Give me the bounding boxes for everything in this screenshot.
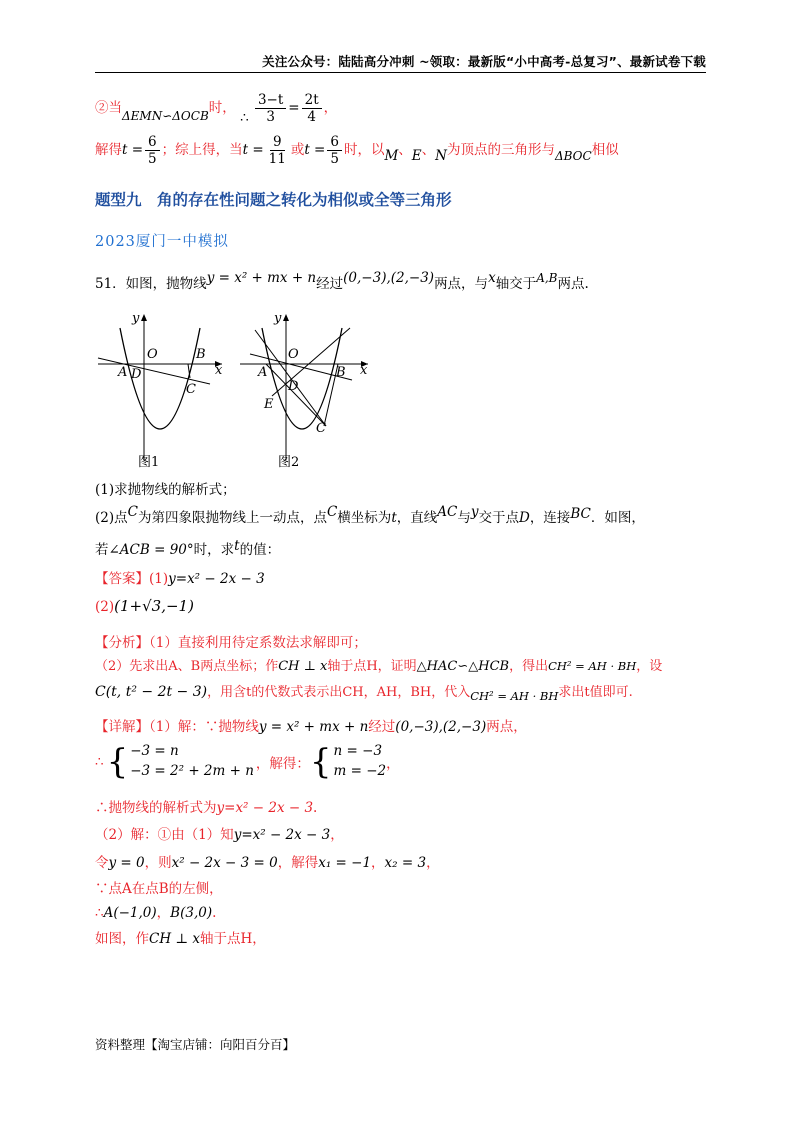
analysis-eq-1: CH² = AH · BH: [548, 659, 637, 673]
frac4-num: 9: [270, 134, 285, 151]
case2-therefore: ∴: [240, 110, 249, 127]
eq-sign: =: [288, 100, 300, 117]
two-points-text-2: 两点.: [557, 276, 589, 292]
fig1-label-O: O: [147, 347, 158, 362]
q2-h: ．如图，: [590, 510, 645, 526]
system-end: ，: [386, 755, 400, 772]
q2-BC: BC: [570, 506, 591, 522]
or-text: 或: [290, 142, 305, 159]
detail-d4-end: ，: [426, 855, 440, 871]
fig2-label-A: A: [258, 365, 268, 380]
system1-row2: −3 = 2² + 2m + n: [130, 762, 254, 779]
vertex-text: 为顶点的三角形与: [446, 142, 555, 159]
fig1-label-x: x: [215, 363, 223, 378]
detail-systems: [95, 742, 400, 781]
sep2: 、: [421, 142, 436, 159]
page-footer: 资料整理【淘宝店铺：向阳百分百】: [95, 1037, 296, 1052]
analysis-p3b: 求出t值即可.: [558, 685, 633, 700]
frac5-num: 6: [327, 134, 342, 151]
t-eq-2: t =: [242, 142, 264, 159]
fig2-label-B: B: [336, 365, 346, 380]
q2-y: y: [470, 504, 479, 520]
problem-lead: 51．如图，抛物线: [95, 276, 207, 292]
solve-lead: 解得: [95, 142, 122, 159]
points-AB: A,B: [536, 271, 558, 285]
detail-y-zero: y = 0: [108, 855, 145, 871]
fig2-line-E-to-B: [272, 328, 350, 396]
detail-quadratic: x² − 2x − 3 = 0: [171, 855, 278, 871]
q2-i: 若: [95, 542, 109, 558]
prev-solve-line: [95, 134, 619, 167]
fig2-label-C: C: [316, 421, 326, 436]
detail-d3-end: ，: [330, 827, 344, 843]
fig2-y-arrow: [283, 314, 289, 321]
detail-d7a: 如图，作: [95, 931, 149, 947]
detail-d1c: 两点，: [486, 719, 527, 735]
q2-b: 为第四象限抛物线上一动点，点: [137, 510, 327, 526]
figure-1: [98, 311, 223, 460]
therefore-1: ∴: [95, 753, 104, 770]
analysis-p2c: ，得出: [509, 659, 549, 674]
fig1-label-y: y: [132, 311, 140, 326]
frac2-den: 4: [307, 109, 316, 126]
detail-d3a: （2）解：①由（1）知: [95, 827, 234, 843]
left-brace-1: {: [106, 741, 129, 782]
point-N: N: [435, 148, 447, 165]
point-M: M: [384, 148, 399, 165]
answer-line-2: [95, 597, 194, 615]
fig1-label-D: D: [131, 367, 142, 382]
fig2-label-y: y: [274, 311, 282, 326]
time-with: 时，以: [343, 142, 385, 159]
question-1: (1)求抛物线的解析式；: [95, 482, 236, 498]
answer-label: 【答案】: [95, 571, 149, 587]
prev-case2-line: [95, 92, 337, 125]
detail-d4c: ，解得: [277, 855, 319, 871]
fig2-parabola: [262, 328, 342, 429]
q2-t: t: [391, 510, 397, 526]
system2-row1: n = −3: [333, 743, 383, 759]
analysis-label: 【分析】: [95, 635, 149, 651]
q2-C: C: [127, 504, 138, 520]
q2-AC: AC: [437, 504, 458, 520]
analysis-point-C: C(t, t² − 2t − 3): [95, 684, 208, 700]
section-title: 题型九 角的存在性问题之转化为相似或全等三角形: [95, 191, 452, 209]
q2-C2: C: [326, 504, 338, 520]
case2-comma: ，: [323, 100, 338, 117]
given-points: (0,−3),(2,−3): [343, 270, 435, 286]
case2-similar: ΔEMN∽ΔOCB: [122, 109, 209, 124]
analysis-p2d: ，设: [636, 659, 663, 674]
detail-point-B: B(3,0): [170, 905, 213, 921]
q2-angle: ∠ACB = 90°: [108, 542, 194, 558]
detail-ch-perp: CH ⊥ x: [149, 931, 200, 947]
frac4-den: 11: [268, 151, 286, 168]
analysis-ch-perp: CH ⊥ x: [278, 659, 328, 674]
header-rule: [95, 72, 706, 73]
q2-k: 的值：: [239, 542, 281, 558]
detail-d7b: 轴于点H，: [200, 931, 266, 947]
q2-e: 与: [457, 510, 471, 526]
detail-d6a: ∴: [95, 905, 104, 921]
fig2-label-E: E: [264, 397, 274, 412]
detail-line-roots: [95, 851, 440, 871]
analysis-p1: （1）直接利用待定系数法求解即可；: [149, 635, 367, 651]
fig1-label-B: B: [196, 347, 206, 362]
analysis-p2b: 轴于点H，证明: [327, 659, 417, 674]
answer-2-expr: (1+√3,−1): [114, 597, 194, 615]
detail-d1b: 经过: [368, 719, 396, 735]
detail-d1a: （1）解：∵抛物线: [149, 719, 259, 735]
fig1-label-A: A: [118, 365, 128, 380]
question-2-line2: [95, 538, 280, 558]
case2-lead: ②当: [95, 100, 122, 117]
t-eq-1: t =: [122, 142, 144, 159]
detail-line-left: ∵点A在点B的左侧，: [95, 881, 223, 897]
q2-t2: t: [234, 538, 240, 554]
passes-text: 经过: [316, 276, 344, 292]
fig2-caption: 图2: [278, 455, 300, 468]
analysis-line-3: [95, 681, 633, 703]
detail-d4b: ，则: [144, 855, 172, 871]
axis-meet-text: 轴交于: [495, 276, 537, 292]
frac2-num: 2t: [302, 92, 322, 109]
detail-line-part2: [95, 823, 344, 843]
fig1-y-arrow: [141, 314, 147, 321]
detail-line-1: [95, 715, 527, 735]
frac3-num: 6: [145, 134, 160, 151]
q2-j: 时，求: [193, 542, 235, 558]
analysis-p3a: ，用含t的代数式表示出CH，AH，BH，代入: [207, 685, 471, 700]
detail-d2-expr: y=x² − 2x − 3: [216, 800, 314, 816]
fig2-label-D: D: [288, 379, 299, 394]
detail-line-coords: [95, 901, 216, 921]
two-points-text: 两点，与: [434, 276, 489, 292]
frac1-den: 3: [266, 109, 275, 126]
frac5-den: 5: [330, 151, 339, 168]
t-eq-3: t =: [304, 142, 326, 159]
answer-1-num: (1): [149, 571, 169, 587]
q2-c: 横坐标为: [337, 510, 392, 526]
point-E: E: [411, 148, 422, 165]
source-title: 2023厦门一中模拟: [95, 234, 229, 250]
detail-d4a: 令: [95, 855, 109, 871]
answer-line-1: [95, 567, 265, 587]
detail-d3-expr: y=x² − 2x − 3: [233, 827, 331, 843]
solve-text: ，解得：: [255, 755, 310, 772]
detail-point-A: A(−1,0): [103, 905, 157, 921]
q2-D: D: [518, 510, 530, 526]
detail-d2: ∴抛物线的解析式为: [95, 800, 217, 816]
q2-a: (2)点: [95, 510, 128, 526]
q2-g: ，连接: [529, 510, 571, 526]
analysis-eq-2: CH² = AH · BH: [470, 689, 559, 703]
x-var: x: [488, 270, 496, 286]
detail-line-perp: [95, 927, 266, 947]
detail-line-parabola: [95, 796, 317, 816]
case2-when: 时，: [208, 100, 236, 117]
q2-f: 交于点: [478, 510, 519, 526]
detail-d6b: ，: [156, 905, 171, 921]
detail-points: (0,−3),(2,−3): [395, 719, 487, 735]
fig2-label-O: O: [288, 347, 299, 362]
fig2-label-x: x: [360, 363, 368, 378]
answer-1-expr: y=x² − 2x − 3: [168, 571, 265, 587]
detail-parabola: y = x² + mx + n: [258, 719, 369, 735]
analysis-line-1: [95, 631, 367, 651]
figure-2: [240, 311, 368, 460]
detail-x1: x₁ = −1: [318, 855, 372, 871]
detail-d2-end: .: [313, 800, 318, 816]
frac1-num: 3−t: [255, 92, 286, 109]
parabola-expr: y = x² + mx + n: [206, 270, 317, 286]
page-header: 关注公众号：陆陆高分冲刺 ~领取：最新版“小中高考-总复习”、最新试卷下载: [262, 54, 706, 69]
left-brace-2: {: [309, 741, 332, 782]
analysis-line-2: [95, 655, 662, 674]
analysis-p2a: （2）先求出A、B两点坐标；作: [95, 659, 279, 674]
q2-d: ，直线: [396, 510, 438, 526]
detail-label: 【详解】: [95, 719, 149, 735]
summary-text: ；综上得，当: [161, 142, 243, 159]
fig2-line-A-to-C: [266, 364, 326, 426]
system2-row2: m = −2: [333, 762, 387, 779]
detail-x2: x₂ = 3: [384, 855, 427, 871]
detail-d4d: ，: [371, 855, 385, 871]
triangle-BOC: ΔBOC: [554, 149, 592, 164]
figures-svg: [90, 308, 380, 468]
analysis-similar: △HAC∽△HCB: [416, 659, 510, 674]
fig1-label-C: C: [186, 382, 196, 397]
question-2-line1: [95, 506, 645, 526]
frac3-den: 5: [148, 151, 157, 168]
fig1-caption: 图1: [138, 455, 160, 468]
answer-2-num: (2): [95, 599, 115, 615]
system1-row1: −3 = n: [130, 743, 179, 759]
detail-d6-end: .: [212, 905, 217, 921]
similar-text: 相似: [591, 142, 619, 159]
sep1: 、: [398, 142, 412, 159]
problem-statement: [95, 272, 589, 292]
